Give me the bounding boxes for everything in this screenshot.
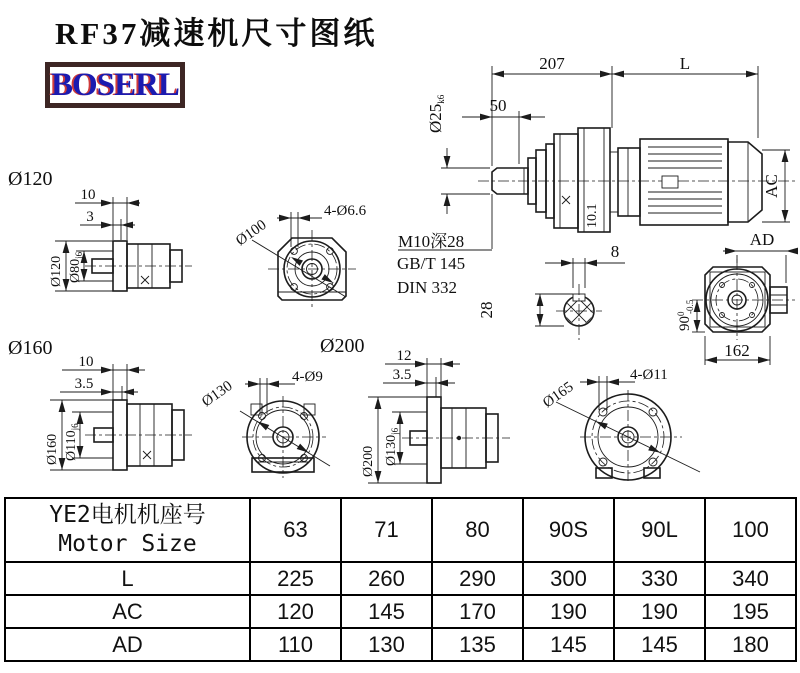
row-label-AC: AC	[5, 595, 250, 628]
cell-AD-80: 135	[432, 628, 523, 661]
flange-200-od-label: Ø200	[361, 445, 376, 477]
flange-160-step-label: 3.5	[74, 376, 94, 392]
dim-90-label: $90^0-0.5$	[676, 299, 695, 331]
table-row-AD	[5, 628, 796, 661]
flange-200-title: Ø200	[320, 335, 365, 357]
dim-162-label: 162	[724, 341, 750, 360]
flange-130-front-view	[199, 369, 330, 478]
motor-dimension-table	[4, 497, 797, 662]
dim-AC-label: AC	[762, 174, 781, 198]
row-label-L: L	[5, 562, 250, 595]
main-assembly-side-view	[426, 54, 795, 232]
flange-130-bc-label: Ø130	[199, 378, 236, 411]
flange-160-side-view	[8, 337, 192, 470]
dim-AD-label: AD	[749, 230, 775, 249]
cell-AD-90S: 145	[523, 628, 614, 661]
dim-L-label: L	[679, 54, 691, 73]
col-header-80: 80	[432, 498, 523, 562]
col-header-100: 100	[705, 498, 796, 562]
shaft-key-section-view	[477, 242, 625, 340]
flange-165-front-view	[540, 367, 700, 484]
cell-AC-71: 145	[341, 595, 432, 628]
motor-size-header	[5, 498, 250, 562]
flange-160-title: Ø160	[8, 337, 53, 359]
brand-logo-text: BOSERL	[51, 66, 179, 103]
row-label-AD: AD	[5, 628, 250, 661]
cell-L-90S: 300	[523, 562, 614, 595]
flange-120-id-label: $Ø80_{j6}$	[68, 251, 84, 283]
gb-standard-label: GB/T 145	[397, 254, 466, 273]
flange-100-front-view	[233, 203, 366, 308]
cell-L-100: 340	[705, 562, 796, 595]
key-width-label: 8	[610, 242, 620, 261]
flange-120-step-label: 3	[86, 209, 94, 225]
thread-note	[397, 194, 492, 297]
flange-200-thickness-label: 12	[396, 348, 412, 364]
flange-160-thickness-label: 10	[78, 354, 94, 370]
flange-120-od-label: Ø120	[49, 255, 64, 287]
flange-120-thickness-label: 10	[80, 187, 96, 203]
din-standard-label: DIN 332	[397, 278, 457, 297]
dim-207-label: 207	[539, 54, 565, 73]
page-title: RF37减速机尺寸图纸	[55, 16, 378, 51]
dim-50-label: 50	[489, 96, 507, 115]
motor-size-header-cn: YE2电机机座号	[49, 502, 206, 529]
table-row-L	[5, 562, 796, 595]
col-header-90L: 90L	[614, 498, 705, 562]
motor-end-view	[676, 230, 798, 365]
flange-100-bc-label: Ø100	[233, 217, 270, 250]
flange-165-bc-label: Ø165	[540, 379, 577, 412]
cell-AC-80: 170	[432, 595, 523, 628]
motor-size-header-en: Motor Size	[58, 531, 197, 557]
flange-thickness-label: 10.1	[585, 203, 600, 228]
cell-L-90L: 330	[614, 562, 705, 595]
col-header-63: 63	[250, 498, 341, 562]
cell-AC-63: 120	[250, 595, 341, 628]
flange-100-holes-label: 4-Ø6.6	[324, 203, 367, 219]
table-header-row	[5, 498, 796, 562]
cell-L-71: 260	[341, 562, 432, 595]
flange-160-od-label: Ø160	[45, 433, 60, 465]
col-header-71: 71	[341, 498, 432, 562]
flange-200-step-label: 3.5	[392, 367, 412, 383]
cell-AD-71: 130	[341, 628, 432, 661]
cell-AC-100: 195	[705, 595, 796, 628]
flange-200-id-label: $Ø130_{j6}$	[384, 427, 400, 466]
cell-AD-100: 180	[705, 628, 796, 661]
flange-160-id-label: $Ø110_{j6}$	[64, 423, 80, 461]
flange-130-holes-label: 4-Ø9	[292, 369, 323, 385]
flange-200-side-view	[320, 335, 510, 483]
col-header-90S: 90S	[523, 498, 614, 562]
cell-L-80: 290	[432, 562, 523, 595]
flange-120-title: Ø120	[8, 168, 53, 190]
cell-AC-90S: 190	[523, 595, 614, 628]
flange-120-side-view	[8, 168, 192, 291]
cell-AD-90L: 145	[614, 628, 705, 661]
table-row-AC	[5, 595, 796, 628]
flange-165-holes-label: 4-Ø11	[630, 367, 668, 383]
thread-spec-label: M10深28	[398, 232, 465, 251]
shaft-diameter-label: Ø25k6	[426, 94, 446, 133]
key-height-label: 28	[477, 301, 496, 319]
cell-L-63: 225	[250, 562, 341, 595]
cell-AC-90L: 190	[614, 595, 705, 628]
cell-AD-63: 110	[250, 628, 341, 661]
